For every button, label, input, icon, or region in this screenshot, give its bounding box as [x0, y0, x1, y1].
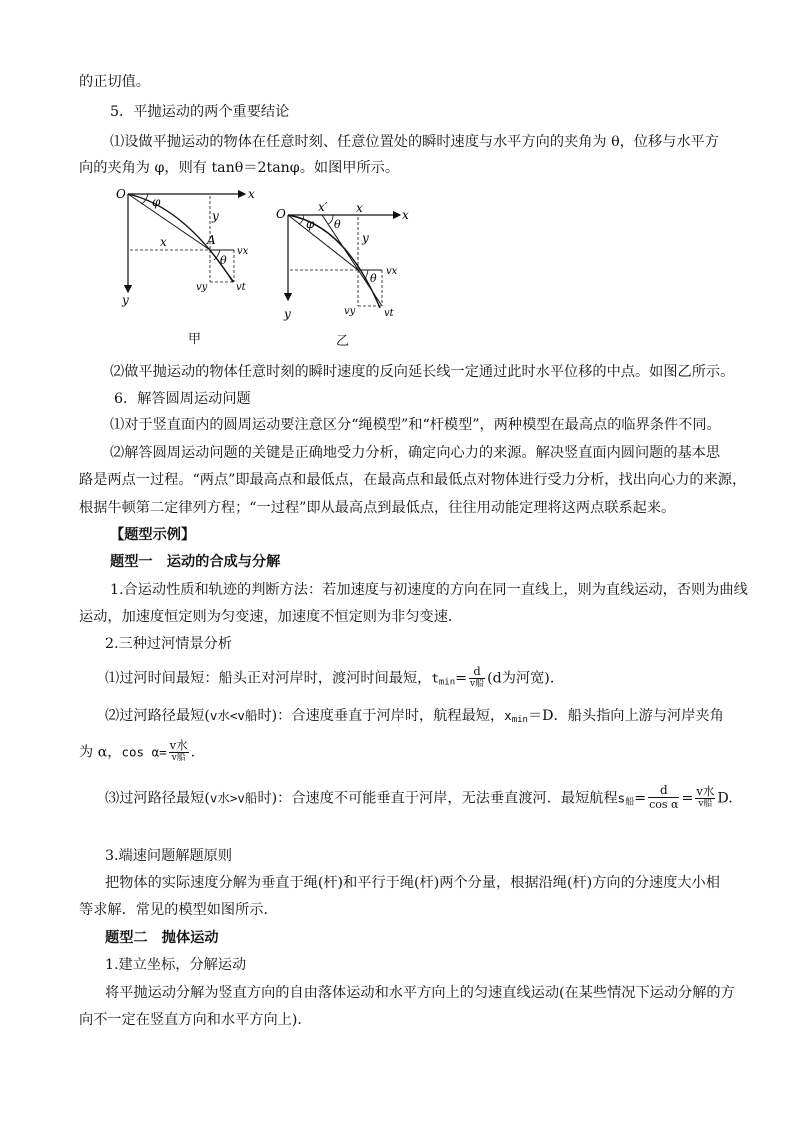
text-line: 向不一定在竖直方向和水平方向上)． [79, 1012, 312, 1028]
figure-yi [270, 200, 420, 325]
label-A: A [207, 233, 216, 247]
formula-line-tmin: ⑴过河时间最短：船头正对河岸时，渡河时间最短，$t_{min}=$ $\frac{d}{\text{v船}}$ (d为河宽)． [105, 664, 565, 689]
text-line: 2.三种过河情景分析 [105, 636, 233, 652]
label-x-top: x [356, 201, 363, 215]
text-line: ⑵做平抛运动的物体任意时刻的瞬时速度的反向延长线一定通过此时水平位移的中点。如图乙所示。 [110, 364, 735, 380]
text-line: 根据牛顿第二定律列方程；“一过程”即从最高点到最低点，往往用动能定理将这两点联系起来。 [79, 500, 676, 516]
label-y-mid: y [362, 231, 369, 245]
label-vt: vt [236, 282, 246, 293]
label-theta: θ [220, 254, 227, 267]
text-line: 运动，加速度恒定则为匀变速，加速度不恒定则为非匀变速． [79, 609, 463, 625]
text-line: ⑴对于竖直面内的圆周运动要注意区分“绳模型”和“杆模型”，两种模型在最高点的临界条件不同。 [110, 417, 721, 433]
text-line: 向的夹角为 φ，则有 tanθ＝2tanφ。如图甲所示。 [79, 160, 400, 176]
label-O: O [116, 187, 126, 201]
section-heading: 6．解答圆周运动问题 [114, 391, 251, 407]
figure-jia [110, 182, 270, 322]
label-vy: vy [344, 306, 356, 317]
text-line: 3.端速问题解题原则 [105, 848, 233, 864]
formula-line-cos: 为 α，cos α= $\frac{\text{v水}}{\text{v船}}$ . [79, 738, 196, 763]
label-vt: vt [384, 308, 394, 319]
label-y: y [122, 293, 129, 307]
text-line: 将平抛运动分解为竖直方向的自由落体运动和水平方向上的匀速直线运动(在某些情况下运动分解的方 [105, 985, 735, 1001]
label-theta: θ [370, 272, 377, 285]
label-phi: φ [152, 195, 161, 209]
section-heading: 题型二 抛体运动 [105, 930, 219, 946]
text-line: 等求解．常见的模型如图所示． [79, 902, 278, 918]
text-line: 路是两点一过程。“两点”即最高点和最低点，在最高点和最低点对物体进行受力分析，找出向心力的来源， [79, 472, 747, 488]
text-line: ⑵解答圆周运动问题的关键是正确地受力分析，确定向心力的来源。解决竖直面内圆问题的基本思 [110, 445, 721, 461]
label-vx: vx [237, 246, 249, 257]
text-line: ⑴设做平抛运动的物体在任意时刻、任意位置处的瞬时速度与水平方向的夹角为 θ，位移与水平方 [110, 134, 719, 150]
label-theta-top: θ [334, 218, 341, 231]
label-y-mid: y [212, 209, 219, 223]
label-xprime: x′ [318, 200, 328, 214]
text-line: 1.建立坐标，分解运动 [105, 957, 247, 973]
label-vx: vx [386, 266, 398, 277]
label-phi: φ [306, 217, 315, 231]
text-line: 的正切值。 [79, 74, 150, 90]
text-line: 把物体的实际速度分解为垂直于绳(杆)和平行于绳(杆)两个分量，根据沿绳(杆)方向的分速度大小相 [105, 875, 720, 891]
section-heading: 题型一 运动的合成与分解 [110, 554, 281, 570]
label-O: O [276, 207, 286, 221]
section-heading: 【题型示例】 [110, 527, 196, 543]
label-x: x [402, 208, 409, 222]
section-heading: 5．平抛运动的两个重要结论 [110, 104, 290, 120]
label-x-mid: x [160, 235, 167, 249]
figure-caption-jia: 甲 [188, 332, 202, 347]
label-x: x [248, 187, 255, 201]
formula-line-xmin: ⑵过河路径最短(v水<v船时)：合速度垂直于河岸时，航程最短，$x_{min}=D$．船头指向上游与河岸夹角 [105, 708, 724, 725]
figure-caption-yi: 乙 [336, 334, 350, 349]
label-y: y [284, 307, 291, 321]
text-line: 1.合运动性质和轨迹的判断方法：若加速度与初速度的方向在同一直线上，则为直线运动，否则为曲线 [110, 582, 748, 598]
label-vy: vy [196, 282, 208, 293]
formula-line-s: ⑶过河路径最短(v水>v船时)：合速度不可能垂直于河岸，无法垂直渡河．最短航程$s_船=$ $\frac{d}{\text{cos α}}$ = $\frac{\text{v水}}{\text{v船}}$ D. [105, 783, 733, 811]
